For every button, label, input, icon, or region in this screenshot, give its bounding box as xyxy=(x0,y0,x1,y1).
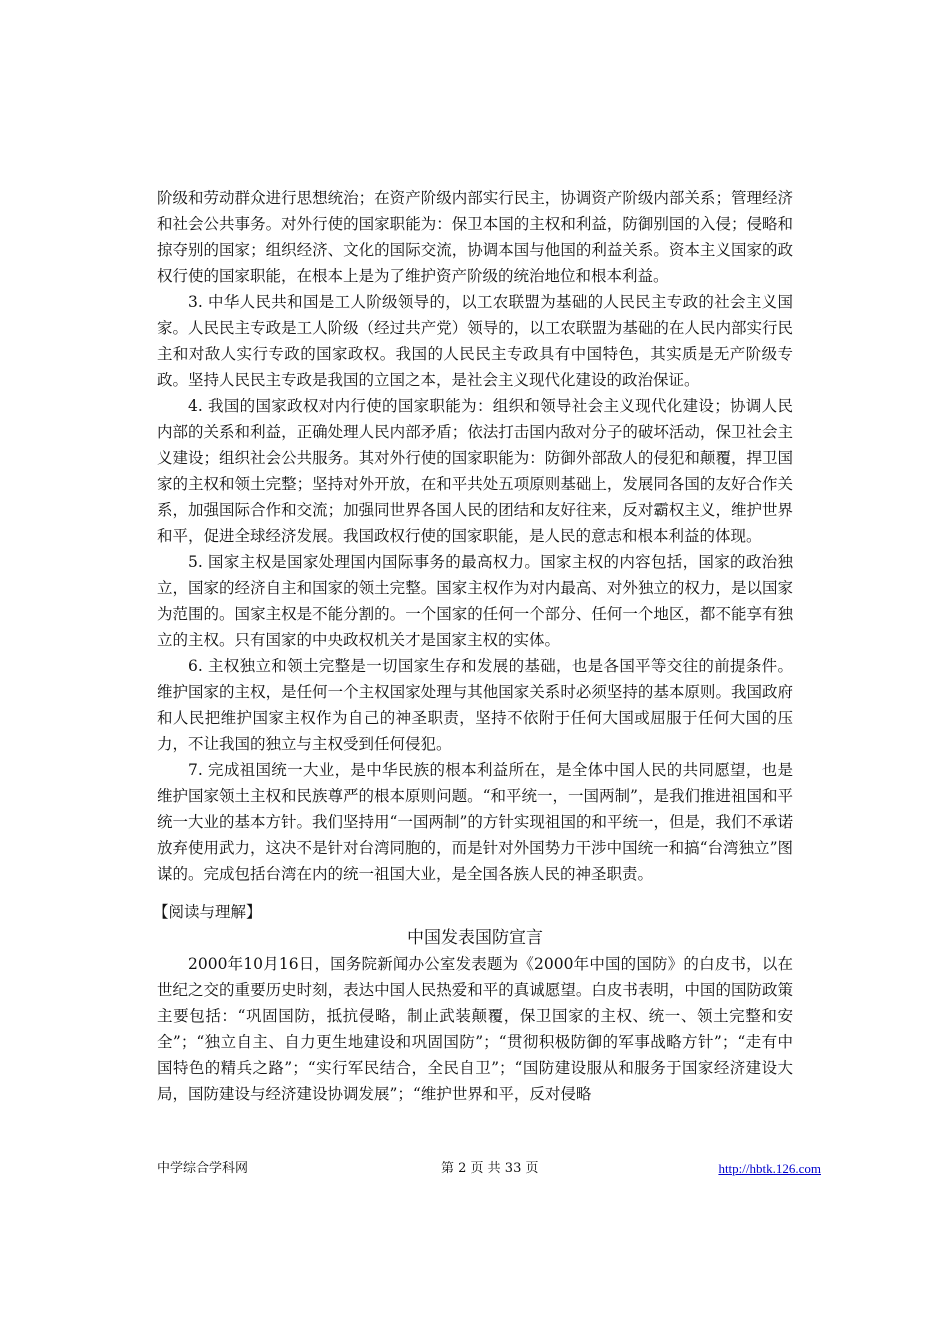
footer-link[interactable]: http://hbtk.126.com xyxy=(718,1161,821,1176)
section-label-reading: 【阅读与理解】 xyxy=(153,903,262,921)
paragraph-point-3: 3. 中华人民共和国是工人阶级领导的，以工农联盟为基础的人民民主专政的社会主义国家。人民民主专政是工人阶级（经过共产党）领导的，以工农联盟为基础的在人民内部实行民主和对敌人实行专政的国家政权。我国的人民民主专政具有中国特色，其实质是无产阶级专政。坚持人民民主专政是我国的立国之本，是社会主义现代化建设的政治保证。 xyxy=(157,293,793,389)
paragraph-continued: 阶级和劳动群众进行思想统治；在资产阶级内部实行民主，协调资产阶级内部关系；管理经济和社会公共事务。对外行使的国家职能为：保卫本国的主权和利益，防御别国的入侵；侵略和掠夺别的国家；组织经济、文化的国际交流，协调本国与他国的利益关系。资本主义国家的政权行使的国家职能，在根本上是为了维护资产阶级的统治地位和根本利益。 xyxy=(157,189,793,285)
paragraph-point-7: 7. 完成祖国统一大业，是中华民族的根本利益所在，是全体中国人民的共同愿望，也是维护国家领土主权和民族尊严的根本原则问题。“和平统一，一国两制”，是我们推进祖国和平统一大业的基本方针。我们坚持用“一国两制”的方针实现祖国的和平统一，但是，我们不承诺放弃使用武力，这决不是针对台湾同胞的，而是针对外国势力干涉中国统一和搞“台湾独立”图谋的。完成包括台湾在内的统一祖国大业，是全国各族人民的神圣职责。 xyxy=(157,761,793,883)
page-footer xyxy=(157,1159,821,1179)
footer-site-name: 中学综合学科网 xyxy=(157,1161,249,1176)
paragraph-point-6: 6. 主权独立和领土完整是一切国家生存和发展的基础，也是各国平等交往的前提条件。维护国家的主权，是任何一个主权国家处理与其他国家关系时必须坚持的基本原则。我国政府和人民把维护国家主权作为自己的神圣职责，坚持不依附于任何大国或屈服于任何大国的压力，不让我国的独立与主权受到任何侵犯。 xyxy=(157,657,793,753)
paragraph-point-5: 5. 国家主权是国家处理国内国际事务的最高权力。国家主权的内容包括，国家的政治独立，国家的经济自主和国家的领土完整。国家主权作为对内最高、对外独立的权力，是以国家为范围的。国家主权是不能分割的。一个国家的任何一个部分、任何一个地区，都不能享有独立的主权。只有国家的中央政权机关才是国家主权的实体。 xyxy=(157,553,793,649)
paragraph-point-4: 4. 我国的国家政权对内行使的国家职能为：组织和领导社会主义现代化建设；协调人民内部的关系和利益，正确处理人民内部矛盾；依法打击国内敌对分子的破坏活动，保卫社会主义建设；组织社会公共服务。其对外行使的国家职能为：防御外部敌人的侵犯和颠覆，捍卫国家的主权和领土完整；坚持对外开放，在和平共处五项原则基础上，发展同各国的友好合作关系，加强国际合作和交流；加强同世界各国人民的团结和友好往来，反对霸权主义，维护世界和平，促进全球经济发展。我国政权行使的国家职能，是人民的意志和根本利益的体现。 xyxy=(157,397,793,545)
footer-page-number: 第 2 页 共 33 页 xyxy=(441,1161,539,1176)
article-body: 2000年10月16日，国务院新闻办公室发表题为《2000年中国的国防》的白皮书，以在世纪之交的重要历史时刻，表达中国人民热爱和平的真诚愿望。白皮书表明，中国的国防政策主要包括：“巩固国防，抵抗侵略，制止武装颠覆，保卫国家的主权、统一、领土完整和安全”；“独立自主、自力更生地建设和巩固国防”；“贯彻积极防御的军事战略方针”；“走有中国特色的精兵之路”；“实行军民结合，全民自卫”；“国防建设服从和服务于国家经济建设大局，国防建设与经济建设协调发展”；“维护世界和平，反对侵略 xyxy=(157,955,793,1103)
document-body xyxy=(153,185,793,1107)
article-title: 中国发表国防宣言 xyxy=(407,928,543,948)
